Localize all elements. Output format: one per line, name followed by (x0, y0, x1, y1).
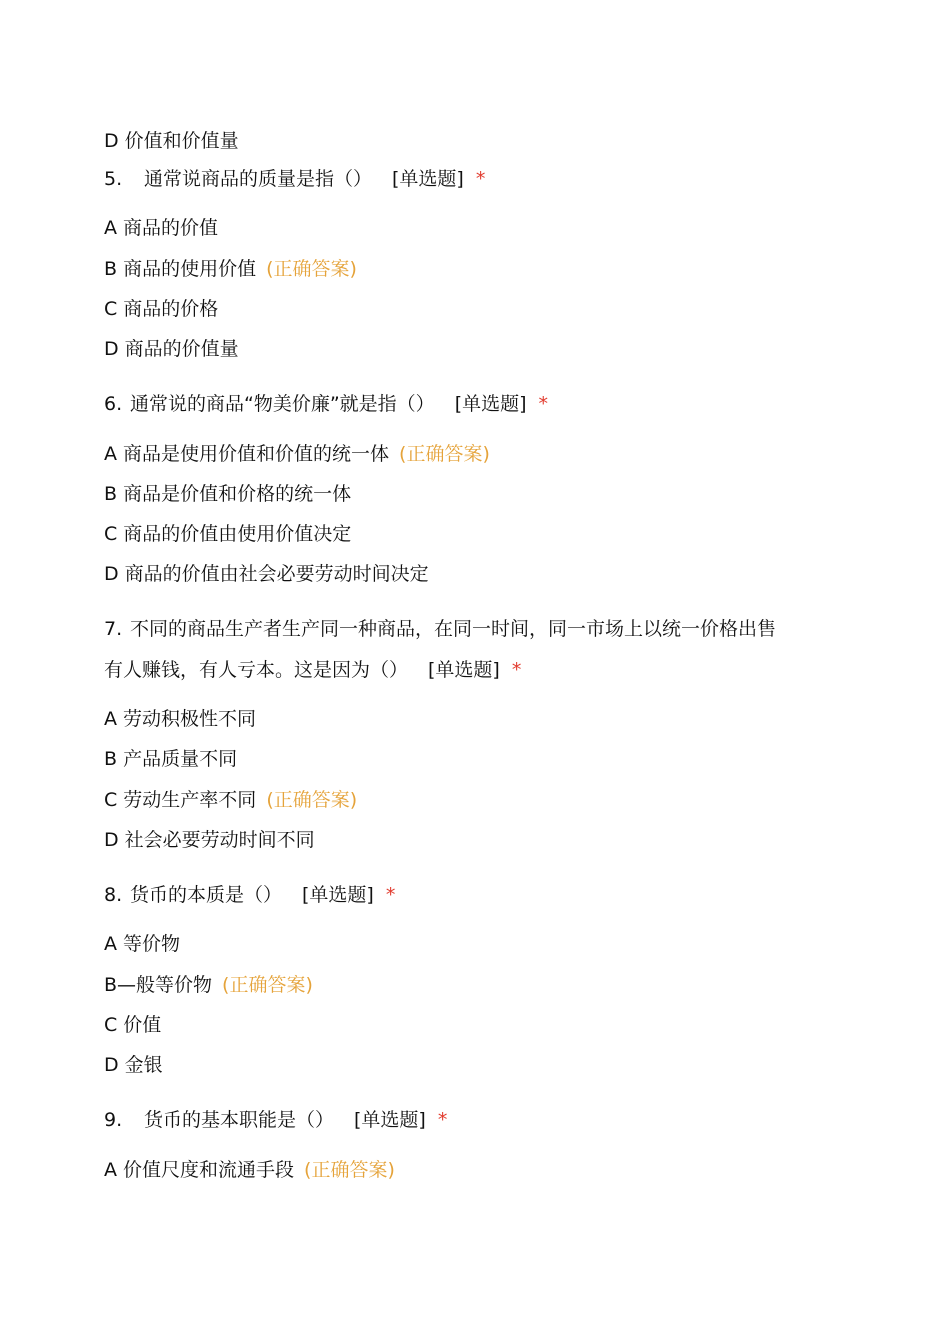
question-number: 9. (104, 1109, 123, 1131)
question-text: 有人赚钱，有人亏本。这是因为（） (104, 659, 409, 681)
option-d-previous (104, 129, 239, 153)
option-label: D 价值和价值量 (104, 130, 239, 152)
question-6-title (104, 392, 548, 416)
question-text: 通常说的商品“物美价廉”就是指（） (130, 393, 435, 415)
correct-answer-tag: (正确答案) (399, 443, 490, 465)
correct-answer-tag: (正确答案) (266, 258, 357, 280)
question-6-option-a (104, 442, 490, 466)
question-6-option-c (104, 522, 351, 546)
question-5-title (104, 167, 485, 191)
option-label: D 社会必要劳动时间不同 (104, 829, 315, 851)
question-type: [单选题] (428, 659, 500, 681)
question-6-option-b (104, 482, 351, 506)
correct-answer-tag: (正确答案) (304, 1159, 395, 1181)
question-7-option-d (104, 828, 315, 852)
option-label: A 商品是使用价值和价值的统一体 (104, 443, 390, 465)
question-8-option-b (104, 973, 313, 997)
option-label: C 商品的价格 (104, 298, 219, 320)
required-mark: * (475, 168, 486, 190)
question-text: 通常说商品的质量是指（） (144, 168, 373, 190)
question-text: 不同的商品生产者生产同一种商品，在同一时间，同一市场上以统一价格出售 (130, 618, 777, 640)
option-label: A 等价物 (104, 933, 181, 955)
question-number: 8. (104, 884, 123, 906)
option-label: A 价值尺度和流通手段 (104, 1159, 295, 1181)
option-label: D 商品的价值量 (104, 338, 239, 360)
correct-answer-tag: (正确答案) (266, 789, 358, 811)
question-type: [单选题] (302, 884, 374, 906)
question-9-option-a (104, 1158, 395, 1182)
question-6-option-d (104, 562, 429, 586)
option-label: B 产品质量不同 (104, 748, 238, 770)
required-mark: * (385, 884, 396, 906)
question-text: 货币的基本职能是（） (144, 1109, 335, 1131)
question-type: [单选题] (392, 168, 464, 190)
option-label: A 劳动积极性不同 (104, 708, 257, 730)
question-8-option-c (104, 1013, 161, 1037)
question-type: [单选题] (454, 393, 527, 415)
question-8-title (104, 883, 395, 907)
required-mark: * (437, 1109, 448, 1131)
question-5-option-a (104, 216, 218, 240)
correct-answer-tag: (正确答案) (222, 974, 313, 996)
required-mark: * (511, 659, 522, 681)
required-mark: * (538, 393, 549, 415)
option-label: B—般等价物 (104, 974, 213, 996)
question-8-option-a (104, 932, 180, 956)
question-7-title-line-1 (104, 617, 776, 641)
question-text: 货币的本质是（） (130, 884, 283, 906)
option-label: C 价值 (104, 1014, 162, 1036)
question-5-option-d (104, 337, 239, 361)
option-label: D 商品的价值由社会必要劳动时间决定 (104, 563, 429, 585)
question-number: 6. (104, 393, 123, 415)
question-number: 5. (104, 168, 123, 190)
option-label: A 商品的价值 (104, 217, 219, 239)
question-type: [单选题] (354, 1109, 426, 1131)
option-label: B 商品是价值和价格的统一体 (104, 483, 352, 505)
option-label: C 商品的价值由使用价值决定 (104, 523, 352, 545)
question-7-option-c (104, 788, 357, 812)
question-7-option-b (104, 747, 237, 771)
option-label: D 金银 (104, 1054, 163, 1076)
option-label: C 劳动生产率不同 (104, 789, 257, 811)
question-5-option-c (104, 297, 218, 321)
question-7-option-a (104, 707, 256, 731)
option-label: B 商品的使用价值 (104, 258, 257, 280)
question-8-option-d (104, 1053, 163, 1077)
question-7-title-line-2 (104, 658, 521, 682)
question-9-title (104, 1108, 447, 1132)
question-number: 7. (104, 618, 123, 640)
question-5-option-b (104, 257, 357, 281)
